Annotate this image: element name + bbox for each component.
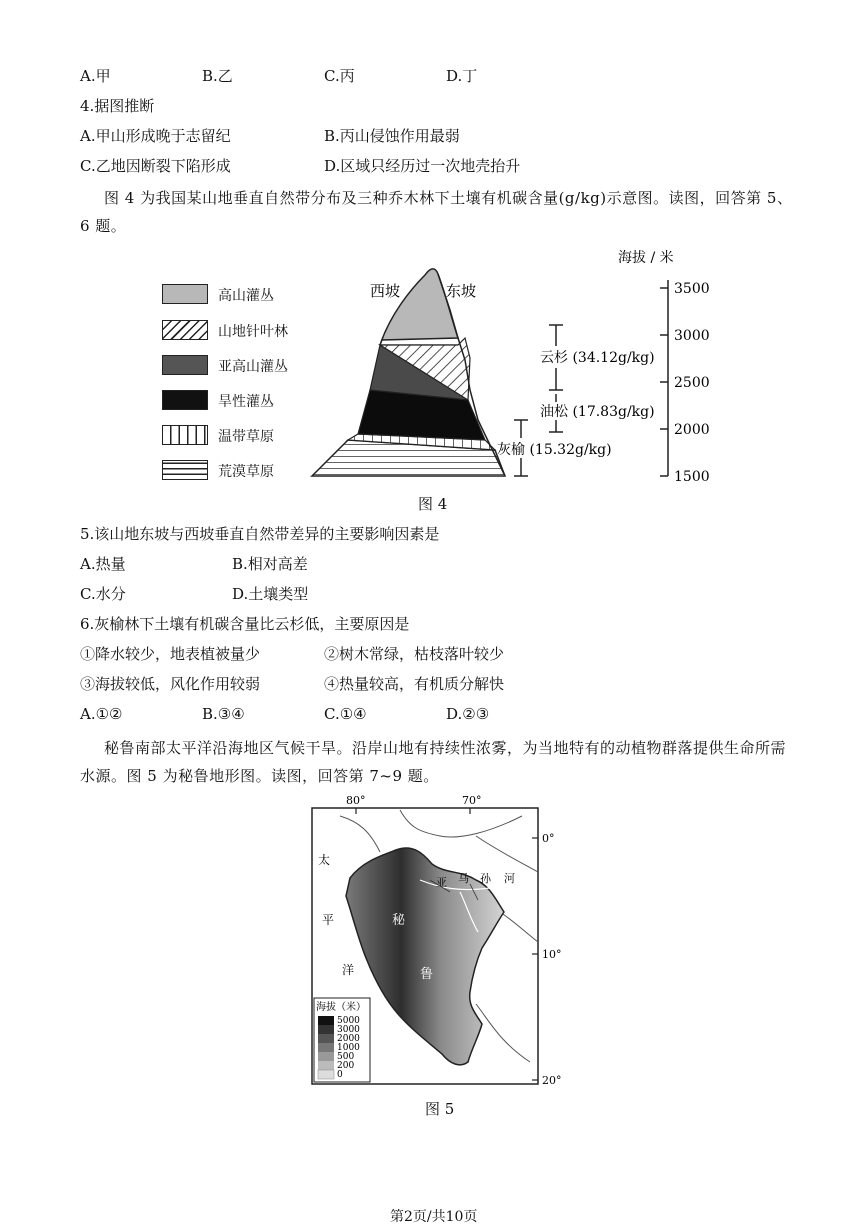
q6-statement-2: ②树木常绿，枯枝落叶较少 — [324, 645, 505, 663]
tick-2000: 2000 — [674, 422, 710, 438]
river-char-2: 马 — [458, 872, 469, 885]
q6-statement-1: ①降水较少，地表植被量少 — [80, 645, 261, 663]
q6-statement-3: ③海拔较低，风化作用较弱 — [80, 675, 261, 693]
country-char-2: 鲁 — [420, 967, 434, 982]
q4-stem: 4.据图推断 — [80, 97, 155, 115]
intro-7-9: 秘鲁南部太平洋沿海地区气候干旱。沿岸山地有持续性浓雾，为当地特有的动植物群落提供生命所需水源。图 5 为秘鲁地形图。读图，回答第 7~9 题。 — [80, 739, 787, 785]
q5-option-b: B.相对高差 — [232, 555, 308, 573]
legend-swatch-conifer — [162, 320, 208, 340]
tree-spruce-label: 云杉 (34.12g/kg) — [540, 350, 655, 366]
elev-3000: 3000 — [337, 1025, 360, 1035]
legend-label: 荒漠草原 — [218, 464, 274, 480]
q4-option-c: C.乙地因断裂下陷形成 — [80, 157, 231, 175]
q4-option-b: B.丙山侵蚀作用最弱 — [324, 127, 460, 145]
legend-swatch-alpine-shrub — [162, 284, 208, 304]
fig5-caption: 图 5 — [425, 1100, 455, 1118]
river-char-3: 孙 — [480, 872, 491, 885]
legend-swatch-steppe — [162, 425, 208, 445]
lat-0: 0° — [542, 832, 555, 845]
ocean-char-1: 太 — [318, 853, 331, 867]
page-footer: 第2页/共10页 — [390, 1209, 478, 1225]
zone-alpine-shrub — [380, 269, 458, 345]
q3-option-c: C.丙 — [324, 67, 355, 85]
river-char-4: 河 — [504, 872, 515, 885]
legend-label: 高山灌丛 — [218, 288, 274, 304]
q4-option-a: A.甲山形成晚于志留纪 — [80, 127, 231, 145]
q5-option-d: D.土壤类型 — [232, 585, 309, 603]
lon-80: 80° — [346, 794, 366, 807]
q6-option-d: D.②③ — [446, 705, 490, 723]
q6-statement-4: ④热量较高，有机质分解快 — [324, 675, 505, 693]
tick-3500: 3500 — [674, 281, 710, 297]
intro-5-6: 图 4 为我国某山地垂直自然带分布及三种乔木林下土壤有机碳含量(g/kg)示意图。读图，回答第 5、6 题。 — [80, 189, 793, 235]
q5-stem: 5.该山地东坡与西坡垂直自然带差异的主要影响因素是 — [80, 525, 440, 543]
q3-option-b: B.乙 — [202, 67, 233, 85]
tick-3000: 3000 — [674, 328, 710, 344]
country-char-1: 秘 — [392, 913, 406, 928]
slope-east-label: 东坡 — [446, 282, 477, 300]
elev-200: 200 — [337, 1061, 355, 1071]
q5-option-c: C.水分 — [80, 585, 126, 603]
q6-option-b: B.③④ — [202, 705, 245, 723]
q6-stem: 6.灰榆林下土壤有机碳含量比云杉低，主要原因是 — [80, 615, 410, 633]
lon-70: 70° — [462, 794, 482, 807]
legend-label: 温带草原 — [218, 429, 274, 445]
q6-option-c: C.①④ — [324, 705, 367, 723]
legend-label: 山地针叶林 — [218, 324, 288, 340]
elev-0: 0 — [337, 1070, 343, 1080]
elev-500: 500 — [337, 1052, 355, 1062]
elevation-legend-title: 海拔（米） — [316, 1002, 366, 1013]
legend-label: 亚高山灌丛 — [218, 359, 288, 375]
q3-option-a: A.甲 — [80, 67, 111, 85]
axis-title: 海拔 / 米 — [618, 250, 674, 266]
elev-2000: 2000 — [337, 1034, 360, 1044]
tree-pine-label: 油松 (17.83g/kg) — [540, 404, 655, 420]
legend-swatch-subalpine-shrub — [162, 355, 208, 375]
lat-10: 10° — [542, 948, 562, 961]
q3-option-d: D.丁 — [446, 67, 478, 85]
lat-20: 20° — [542, 1074, 562, 1087]
fig4-diagram — [300, 240, 720, 490]
tick-2500: 2500 — [674, 375, 710, 391]
fig5-map — [300, 792, 570, 1092]
elev-1000: 1000 — [337, 1043, 360, 1053]
ocean-char-2: 平 — [322, 913, 335, 927]
legend-swatch-xeric-shrub — [162, 390, 208, 410]
legend-swatch-desert-steppe — [162, 460, 208, 480]
ocean-char-3: 洋 — [342, 963, 355, 977]
legend-label: 旱性灌丛 — [218, 394, 274, 410]
fig4-caption: 图 4 — [418, 495, 448, 513]
q5-option-a: A.热量 — [80, 555, 126, 573]
river-char-1: 亚 — [436, 876, 447, 889]
elev-5000: 5000 — [337, 1016, 360, 1026]
slope-west-label: 西坡 — [370, 282, 401, 300]
tree-elm-label: 灰榆 (15.32g/kg) — [497, 442, 612, 458]
q6-option-a: A.①② — [80, 705, 123, 723]
q4-option-d: D.区域只经历过一次地壳抬升 — [324, 157, 521, 175]
tick-1500: 1500 — [674, 469, 710, 485]
